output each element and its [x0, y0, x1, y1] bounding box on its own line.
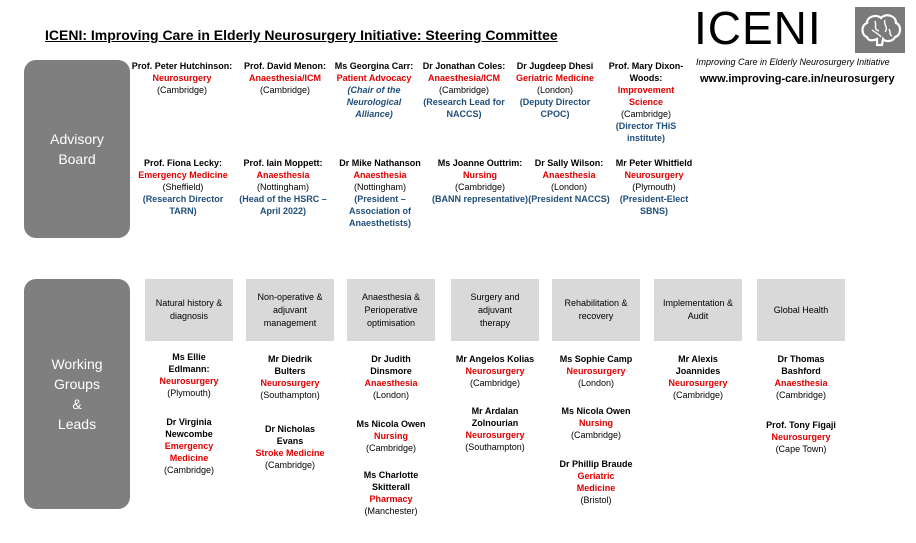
lead-name: Ms Nicola Owen [561, 406, 631, 416]
group-lead [246, 423, 334, 471]
lead-name: Dr Phillip Braude [559, 459, 633, 469]
lead-specialty: Stroke Medicine [255, 448, 325, 458]
member-specialty: Anaesthesia/ICM [248, 73, 322, 83]
working-label-line: & [72, 396, 82, 412]
working-groups-label [24, 279, 130, 509]
advisory-member [430, 157, 530, 205]
working-group-header [347, 279, 435, 341]
lead-specialty: Nursing [578, 418, 613, 428]
member-specialty: Neurosurgery [152, 73, 212, 83]
lead-location: (Manchester) [364, 506, 418, 516]
advisory-member [332, 157, 428, 229]
working-group-header [757, 279, 845, 341]
group-lead [347, 353, 435, 401]
member-location: (Plymouth) [632, 182, 676, 192]
advisory-member [136, 157, 230, 217]
logo-text: ICENI [694, 2, 822, 54]
member-role: (Research Lead for NACCS) [423, 97, 505, 119]
group-lead [757, 419, 845, 455]
lead-specialty: Neurosurgery [771, 432, 831, 442]
group-title: Implementation & Audit [662, 298, 734, 321]
lead-name: Mr Diedrik Bulters [267, 354, 312, 376]
member-location: (Sheffield) [162, 182, 204, 192]
lead-specialty: Neurosurgery [465, 366, 525, 376]
member-name: Prof. Peter Hutchinson: [131, 61, 233, 71]
group-lead [347, 469, 435, 517]
lead-name: Dr Nicholas Evans [264, 424, 315, 446]
lead-name: Ms Ellie Edlmann: [168, 352, 210, 374]
member-role: (Chair of the Neurological Alliance) [346, 85, 402, 119]
working-group-header [654, 279, 742, 341]
group-lead [449, 405, 541, 453]
advisory-member [418, 60, 510, 120]
lead-specialty: Emergency Medicine [164, 441, 214, 463]
group-title: Surgery and adjuvant therapy [470, 291, 520, 328]
member-specialty: Anaesthesia [256, 170, 310, 180]
member-role: (Director THiS institute) [615, 121, 677, 143]
logo-tagline: Improving Care in Elderly Neurosurgery Initiative [696, 57, 890, 67]
advisory-label-line: Advisory [50, 131, 104, 147]
group-title: Global Health [773, 304, 829, 315]
group-lead [757, 353, 845, 401]
lead-location: (Cambridge) [775, 390, 826, 400]
working-label-line: Groups [54, 376, 100, 392]
lead-location: (Cape Town) [775, 444, 827, 454]
advisory-member [526, 157, 612, 205]
lead-location: (London) [577, 378, 615, 388]
iceni-logo [694, 2, 908, 62]
lead-specialty: Pharmacy [369, 494, 413, 504]
member-location: (Cambridge) [438, 85, 489, 95]
advisory-label-line: Board [58, 151, 96, 167]
website-url[interactable]: www.improving-care.in/neurosurgery [700, 73, 895, 85]
member-role: (Deputy Director CPOC) [519, 97, 591, 119]
member-name: Dr Jonathan Coles: [422, 61, 506, 71]
lead-name: Dr Virginia Newcombe [165, 417, 213, 439]
lead-location: (Cambridge) [163, 465, 214, 475]
member-specialty: Improvement Science [617, 85, 675, 107]
member-location: (Cambridge) [259, 85, 310, 95]
lead-location: (London) [372, 390, 410, 400]
group-title: Natural history & diagnosis [155, 298, 223, 321]
lead-name: Ms Sophie Camp [559, 354, 633, 364]
group-lead [654, 353, 742, 401]
group-lead [552, 405, 640, 441]
member-specialty: Geriatric Medicine [515, 73, 595, 83]
working-group-header [451, 279, 539, 341]
member-specialty: Nursing [462, 170, 497, 180]
lead-specialty: Neurosurgery [566, 366, 626, 376]
advisory-member [236, 60, 334, 96]
member-name: Ms Joanne Outtrim: [437, 158, 523, 168]
lead-name: Dr Judith Dinsmore [370, 354, 412, 376]
member-name: Dr Jugdeep Dhesi [516, 61, 594, 71]
group-lead [145, 416, 233, 476]
page-title: ICENI: Improving Care in Elderly Neurosurgery Initiative: Steering Committee [45, 27, 558, 43]
member-role: (President-Elect SBNS) [619, 194, 689, 216]
member-name: Dr Mike Nathanson [339, 158, 421, 168]
member-specialty: Emergency Medicine [138, 170, 228, 180]
group-lead [449, 353, 541, 389]
member-specialty: Anaesthesia/ICM [427, 73, 501, 83]
group-lead [246, 353, 334, 401]
member-location: (Cambridge) [620, 109, 671, 119]
brain-icon [855, 7, 905, 53]
member-location: (London) [550, 182, 588, 192]
working-group-header [552, 279, 640, 341]
member-role: (BANN representative) [431, 194, 529, 204]
group-title: Anaesthesia & Perioperative optimisation [361, 291, 421, 328]
member-specialty: Anaesthesia [353, 170, 407, 180]
working-label-line: Leads [57, 416, 97, 432]
lead-location: (Plymouth) [167, 388, 211, 398]
member-name: Ms Georgina Carr: [334, 61, 414, 71]
lead-location: (Southampton) [260, 390, 320, 400]
advisory-member [602, 60, 690, 144]
member-name: Prof. David Menon: [243, 61, 326, 71]
member-name: Prof. Mary Dixon-Woods: [608, 61, 684, 83]
lead-name: Mr Ardalan Zolnourian [471, 406, 519, 428]
group-lead [552, 353, 640, 389]
advisory-member [606, 157, 702, 217]
working-group-header [145, 279, 233, 341]
member-name: Prof. Fiona Lecky: [143, 158, 223, 168]
lead-location: (Cambridge) [264, 460, 315, 470]
member-location: (Cambridge) [156, 85, 207, 95]
lead-name: Ms Charlotte Skitterall [363, 470, 419, 492]
lead-name: Dr Thomas Bashford [777, 354, 825, 376]
working-label-line: Working [51, 356, 103, 372]
advisory-member [126, 60, 238, 96]
member-name: Prof. Iain Moppett: [243, 158, 323, 168]
group-title: Rehabilitation & recovery [564, 298, 628, 321]
member-location: (Nottingham) [256, 182, 310, 192]
member-role: (President – Association of Anaesthetists) [348, 194, 411, 228]
advisory-member [508, 60, 602, 120]
member-specialty: Anaesthesia [542, 170, 596, 180]
lead-name: Prof. Tony Figaji [766, 420, 836, 430]
lead-location: (Cambridge) [469, 378, 520, 388]
member-location: (Nottingham) [353, 182, 407, 192]
member-name: Dr Sally Wilson: [534, 158, 604, 168]
group-lead [347, 418, 435, 454]
member-specialty: Neurosurgery [624, 170, 684, 180]
lead-specialty: Anaesthesia [364, 378, 418, 388]
lead-specialty: Neurosurgery [260, 378, 320, 388]
lead-specialty: Neurosurgery [465, 430, 525, 440]
advisory-member [331, 60, 417, 120]
member-specialty: Patient Advocacy [336, 73, 412, 83]
lead-location: (Southampton) [465, 442, 525, 452]
member-name: Mr Peter Whitfield [615, 158, 693, 168]
member-location: (London) [536, 85, 574, 95]
lead-specialty: Neurosurgery [668, 378, 728, 388]
group-title: Non-operative & adjuvant management [257, 291, 323, 328]
advisory-board-label [24, 60, 130, 238]
lead-specialty: Neurosurgery [159, 376, 219, 386]
member-role: (Research Director TARN) [142, 194, 224, 216]
lead-name: Mr Alexis Joannides [675, 354, 721, 376]
lead-specialty: Geriatric Medicine [576, 471, 616, 493]
lead-specialty: Anaesthesia [774, 378, 828, 388]
lead-name: Ms Nicola Owen [356, 419, 426, 429]
member-role: (President NACCS) [528, 194, 610, 204]
lead-location: (Bristol) [580, 495, 612, 505]
group-lead [550, 458, 642, 506]
member-location: (Cambridge) [454, 182, 505, 192]
lead-location: (Cambridge) [672, 390, 723, 400]
lead-name: Mr Angelos Kolias [455, 354, 535, 364]
lead-specialty: Nursing [373, 431, 408, 441]
lead-location: (Cambridge) [570, 430, 621, 440]
working-group-header [246, 279, 334, 341]
group-lead [145, 351, 233, 399]
member-role: (Head of the HSRC – April 2022) [239, 194, 327, 216]
advisory-member [236, 157, 330, 217]
lead-location: (Cambridge) [365, 443, 416, 453]
